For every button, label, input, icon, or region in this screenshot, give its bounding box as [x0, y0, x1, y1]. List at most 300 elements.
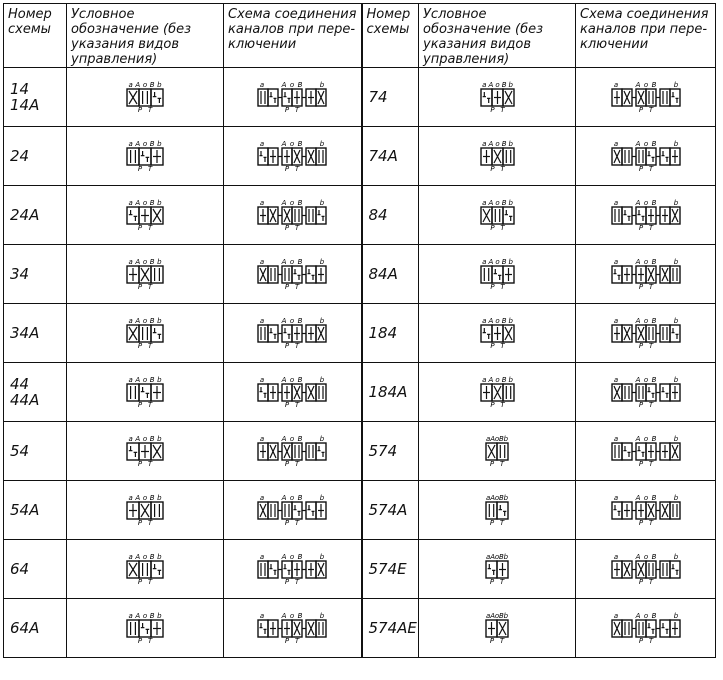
scheme-number-left: 24А [4, 186, 67, 245]
flow-path-symbol [129, 504, 137, 517]
valve-position-box [486, 502, 497, 519]
scheme-number-left: 64А [4, 599, 67, 658]
port-label: B [149, 81, 155, 89]
valve-position-box [139, 620, 151, 637]
port-label: o [494, 612, 500, 620]
valve-position-box [670, 325, 680, 342]
port-label: A [281, 376, 287, 384]
port-label: a [486, 494, 491, 502]
valve-symbol-graphic [122, 612, 168, 644]
valve-position-box [151, 89, 163, 106]
flow-path-symbol [155, 504, 160, 517]
port-label: B [501, 81, 507, 89]
flow-path-symbol [294, 505, 301, 516]
connection-scheme-graphic [607, 612, 685, 644]
symbol-cell-right [419, 186, 576, 245]
port-label: b [157, 258, 162, 266]
flow-path-symbol [638, 504, 644, 517]
valve-position-box [268, 325, 278, 342]
port-label-p: P [285, 460, 290, 467]
flow-path-symbol [143, 91, 148, 104]
flow-path-symbol [294, 622, 300, 635]
valve-position-box [268, 502, 278, 519]
header-connection-right: Схема соединения каналов при пере- ключении [576, 4, 716, 68]
port-label: a [128, 553, 133, 561]
port-label-t: T [648, 224, 653, 231]
flow-path-symbol [294, 386, 300, 399]
symbol-cell-left [67, 127, 224, 186]
flow-path-symbol [484, 268, 488, 281]
port-label: a [613, 553, 618, 561]
flow-path-symbol [141, 623, 149, 634]
flow-path-symbol [141, 445, 149, 458]
flow-path-symbol [285, 268, 289, 281]
port-label-p: P [285, 165, 290, 172]
connection-cell-right [576, 186, 716, 245]
port-label-p: P [489, 637, 495, 644]
flow-path-symbol [614, 91, 620, 104]
symbol-cell-left [67, 68, 224, 127]
valve-position-box [646, 384, 656, 401]
port-label-t: T [295, 106, 300, 113]
port-label: o [643, 376, 648, 384]
port-label-t: T [499, 637, 505, 644]
flow-path-symbol [153, 445, 161, 458]
port-label: A [281, 553, 287, 561]
flow-path-symbol [615, 445, 619, 458]
port-label: A [490, 494, 495, 502]
port-label-p: P [489, 401, 495, 408]
port-label: o [290, 494, 295, 502]
valve-position-box [268, 561, 278, 578]
flow-path-symbol [270, 150, 276, 163]
port-label: A [135, 435, 141, 443]
flow-path-symbol [294, 91, 300, 104]
port-label: B [501, 258, 507, 266]
valve-position-box [486, 561, 497, 578]
flow-path-symbol [624, 504, 630, 517]
flow-path-symbol [648, 504, 654, 517]
port-label: A [281, 199, 287, 207]
port-label: A [635, 199, 640, 207]
valve-position-box [268, 89, 278, 106]
port-label-p: P [137, 401, 143, 408]
port-label: a [260, 81, 265, 89]
flow-path-symbol [309, 445, 313, 458]
flow-path-symbol [261, 327, 265, 340]
port-label-p: P [489, 578, 495, 585]
port-label: B [501, 376, 507, 384]
flow-path-symbol [488, 564, 496, 575]
port-label-p: P [638, 519, 643, 526]
symbol-cell-right [419, 68, 576, 127]
port-label: b [503, 494, 509, 502]
port-label: a [128, 140, 133, 148]
port-label: b [507, 317, 513, 325]
flow-path-symbol [500, 445, 504, 458]
connection-scheme-graphic [607, 140, 685, 172]
port-label-p: P [285, 519, 290, 526]
flow-path-symbol [285, 504, 289, 517]
flow-path-symbol [284, 386, 290, 399]
valve-symbol-graphic [476, 317, 519, 349]
valve-position-box [670, 502, 680, 519]
symbol-cell-right [419, 422, 576, 481]
port-label-p: P [285, 342, 290, 349]
port-label: a [613, 494, 618, 502]
flow-path-symbol [624, 91, 630, 104]
flow-path-symbol [499, 563, 506, 576]
port-label: B [651, 553, 656, 561]
port-label: A [135, 317, 141, 325]
valve-position-box [139, 325, 151, 342]
port-label-t: T [648, 519, 653, 526]
valve-position-box [670, 561, 680, 578]
scheme-number-right: 84 [362, 186, 419, 245]
connection-scheme-graphic [607, 435, 685, 467]
port-label: A [488, 81, 493, 89]
table-row [4, 422, 716, 481]
port-label: A [281, 435, 287, 443]
valve-position-box [258, 325, 268, 342]
port-label: b [673, 553, 678, 561]
port-label: A [490, 435, 495, 443]
flow-path-symbol [131, 622, 136, 635]
port-label: o [142, 494, 148, 502]
flow-path-symbol [625, 386, 629, 399]
flow-path-symbol [624, 563, 630, 576]
port-label: A [135, 199, 141, 207]
port-label: B [498, 612, 504, 620]
port-label: b [157, 376, 162, 384]
flow-path-symbol [294, 327, 300, 340]
flow-path-symbol [260, 209, 266, 222]
valve-position-box [151, 266, 163, 283]
port-label: B [651, 199, 656, 207]
flow-path-symbol [483, 209, 490, 222]
port-label: a [613, 376, 618, 384]
flow-path-symbol [308, 505, 315, 516]
port-label-p: P [638, 165, 643, 172]
port-label: a [128, 376, 133, 384]
port-label-p: P [638, 106, 643, 113]
port-label: B [297, 435, 303, 443]
connection-cell-left [224, 363, 362, 422]
valve-position-box [316, 384, 326, 401]
port-label: B [149, 258, 155, 266]
port-label: o [643, 258, 648, 266]
valve-position-box [306, 502, 316, 519]
port-label-t: T [147, 519, 153, 526]
flow-path-symbol [143, 327, 148, 340]
scheme-number-left: 44 44А [4, 363, 67, 422]
port-label-p: P [137, 460, 143, 467]
flow-path-symbol [318, 268, 324, 281]
port-label: A [635, 553, 640, 561]
valve-position-box [503, 148, 514, 165]
port-label: A [488, 317, 493, 325]
port-label: B [297, 81, 303, 89]
port-label: a [260, 376, 265, 384]
port-label: b [157, 553, 162, 561]
connection-scheme-graphic [253, 140, 331, 172]
valve-position-box [622, 620, 632, 637]
flow-path-symbol [624, 327, 630, 340]
flow-path-symbol [614, 622, 620, 635]
flow-path-symbol [308, 563, 314, 576]
port-label-p: P [489, 106, 495, 113]
flow-path-symbol [153, 209, 161, 222]
connection-scheme-graphic [253, 435, 331, 467]
valve-position-box [636, 207, 646, 224]
flow-path-symbol [284, 564, 291, 575]
connection-scheme-graphic [253, 317, 331, 349]
port-label: B [297, 317, 303, 325]
valve-position-box [292, 266, 302, 283]
valve-position-box [139, 89, 151, 106]
scheme-number-right: 74 [362, 68, 419, 127]
port-label: b [157, 435, 162, 443]
valve-position-box [258, 384, 268, 401]
port-label: b [673, 435, 678, 443]
port-label: b [320, 199, 325, 207]
port-label: a [481, 140, 486, 148]
valve-position-box [306, 266, 316, 283]
flow-path-symbol [505, 91, 512, 104]
flow-path-symbol [270, 564, 277, 575]
valve-position-box [316, 207, 326, 224]
flow-path-symbol [260, 268, 266, 281]
flow-path-symbol [661, 151, 668, 162]
valve-position-box [670, 266, 680, 283]
flow-path-symbol [614, 327, 620, 340]
flow-path-symbol [260, 387, 267, 398]
port-label: o [142, 376, 148, 384]
valve-position-box [660, 148, 670, 165]
flow-path-symbol [284, 622, 290, 635]
symbol-cell-right [419, 481, 576, 540]
valve-position-box [622, 148, 632, 165]
valve-position-box [258, 620, 268, 637]
connection-cell-right [576, 304, 716, 363]
port-label: b [320, 81, 325, 89]
port-label: a [486, 612, 491, 620]
port-label-t: T [648, 401, 653, 408]
scheme-number-right: 574 [362, 422, 419, 481]
port-label-t: T [648, 637, 653, 644]
port-label-p: P [285, 106, 290, 113]
port-label-t: T [147, 165, 153, 172]
port-label-t: T [147, 283, 153, 290]
port-label: b [507, 376, 513, 384]
symbol-cell-right [419, 304, 576, 363]
connection-cell-left [224, 481, 362, 540]
valve-position-box [622, 207, 632, 224]
port-label: a [128, 258, 133, 266]
port-label: b [157, 140, 162, 148]
port-label: b [673, 612, 678, 620]
flow-path-symbol [672, 386, 678, 399]
valve-symbol-graphic [122, 494, 168, 526]
flow-path-symbol [673, 268, 677, 281]
valve-position-box [292, 502, 302, 519]
flow-path-symbol [318, 327, 324, 340]
flow-path-symbol [295, 445, 299, 458]
port-label: a [128, 317, 133, 325]
port-label: o [142, 81, 148, 89]
flow-path-symbol [663, 563, 667, 576]
header-scheme-number-left: Номер схемы [4, 4, 67, 68]
table-row [4, 68, 716, 127]
table-header-row [4, 4, 716, 68]
valve-position-box [646, 620, 656, 637]
port-label: a [260, 199, 265, 207]
symbol-cell-right [419, 540, 576, 599]
port-label-p: P [137, 578, 143, 585]
port-label-t: T [648, 106, 653, 113]
port-label-t: T [499, 401, 505, 408]
flow-path-symbol [141, 151, 149, 162]
flow-path-symbol [129, 446, 137, 457]
port-label: o [643, 81, 648, 89]
port-label: B [651, 140, 656, 148]
flow-path-symbol [308, 327, 314, 340]
valve-position-box [660, 384, 670, 401]
flow-path-symbol [284, 209, 290, 222]
port-label: o [290, 376, 295, 384]
valve-position-box [306, 207, 316, 224]
connection-scheme-graphic [253, 494, 331, 526]
flow-path-symbol [153, 150, 161, 163]
flow-path-symbol [614, 563, 620, 576]
symbol-cell-left [67, 304, 224, 363]
flow-path-symbol [260, 151, 267, 162]
port-label: o [494, 494, 500, 502]
valve-position-box [646, 561, 656, 578]
flow-path-symbol [648, 209, 654, 222]
port-label: a [128, 81, 133, 89]
port-label: A [281, 612, 287, 620]
flow-path-symbol [647, 151, 654, 162]
port-label: A [635, 612, 640, 620]
scheme-number-right: 574АЕ [362, 599, 419, 658]
flow-path-symbol [131, 386, 136, 399]
flow-path-symbol [638, 327, 644, 340]
port-label-t: T [295, 460, 300, 467]
table-row [4, 304, 716, 363]
flow-path-symbol [271, 504, 275, 517]
port-label: a [260, 612, 265, 620]
valve-position-box [282, 266, 292, 283]
flow-path-symbol [494, 91, 501, 104]
port-label: o [494, 258, 500, 266]
connection-cell-right [576, 481, 716, 540]
port-label-t: T [499, 578, 505, 585]
flow-path-symbol [625, 622, 629, 635]
port-label: b [503, 553, 509, 561]
scheme-number-right: 84А [362, 245, 419, 304]
port-label: o [643, 317, 648, 325]
port-label: b [673, 140, 678, 148]
valve-position-box [492, 266, 503, 283]
scheme-number-right: 574Е [362, 540, 419, 599]
port-label: A [281, 81, 287, 89]
flow-path-symbol [284, 445, 290, 458]
port-label-p: P [285, 578, 290, 585]
port-label: a [481, 258, 486, 266]
flow-path-symbol [662, 445, 668, 458]
flow-path-symbol [319, 150, 323, 163]
symbol-cell-left [67, 481, 224, 540]
scheme-number-left: 24 [4, 127, 67, 186]
port-label: B [149, 199, 155, 207]
symbol-cell-right [419, 599, 576, 658]
flow-path-symbol [639, 150, 643, 163]
port-label-p: P [489, 165, 495, 172]
port-label-t: T [499, 224, 505, 231]
port-label: A [135, 258, 141, 266]
valve-position-box [636, 443, 646, 460]
flow-path-symbol [141, 504, 149, 517]
table-row [4, 363, 716, 422]
port-label: a [613, 317, 618, 325]
flow-path-symbol [319, 622, 323, 635]
connection-scheme-graphic [253, 612, 331, 644]
valve-position-box [612, 266, 622, 283]
port-label: o [290, 435, 295, 443]
flow-path-symbol [672, 150, 678, 163]
flow-path-symbol [506, 386, 510, 399]
port-label: B [297, 553, 303, 561]
flow-path-symbol [284, 150, 290, 163]
port-label: b [673, 258, 678, 266]
port-label-p: P [137, 283, 143, 290]
flow-path-symbol [649, 563, 653, 576]
port-label: o [290, 258, 295, 266]
port-label: b [157, 81, 162, 89]
port-label: o [494, 317, 500, 325]
port-label: a [613, 612, 618, 620]
flow-path-symbol [663, 91, 667, 104]
port-label-p: P [489, 519, 495, 526]
port-label-t: T [648, 578, 653, 585]
port-label: B [297, 376, 303, 384]
valve-position-box [292, 207, 302, 224]
port-label-p: P [137, 106, 143, 113]
scheme-number-right: 74А [362, 127, 419, 186]
flow-path-symbol [661, 387, 668, 398]
flow-path-symbol [270, 386, 276, 399]
flow-path-symbol [494, 386, 501, 399]
port-label: B [651, 494, 656, 502]
port-label: o [643, 140, 648, 148]
port-label: B [651, 258, 656, 266]
table-row [4, 481, 716, 540]
scheme-number-right: 184 [362, 304, 419, 363]
flow-path-symbol [638, 563, 644, 576]
flow-path-symbol [271, 268, 275, 281]
port-label: b [157, 317, 162, 325]
connection-cell-left [224, 68, 362, 127]
port-label: A [635, 435, 640, 443]
flow-path-symbol [638, 91, 644, 104]
port-label: A [635, 317, 640, 325]
flow-path-symbol [615, 209, 619, 222]
valve-position-box [151, 502, 163, 519]
port-label-t: T [295, 283, 300, 290]
valve-position-box [258, 89, 268, 106]
flow-path-symbol [131, 150, 136, 163]
